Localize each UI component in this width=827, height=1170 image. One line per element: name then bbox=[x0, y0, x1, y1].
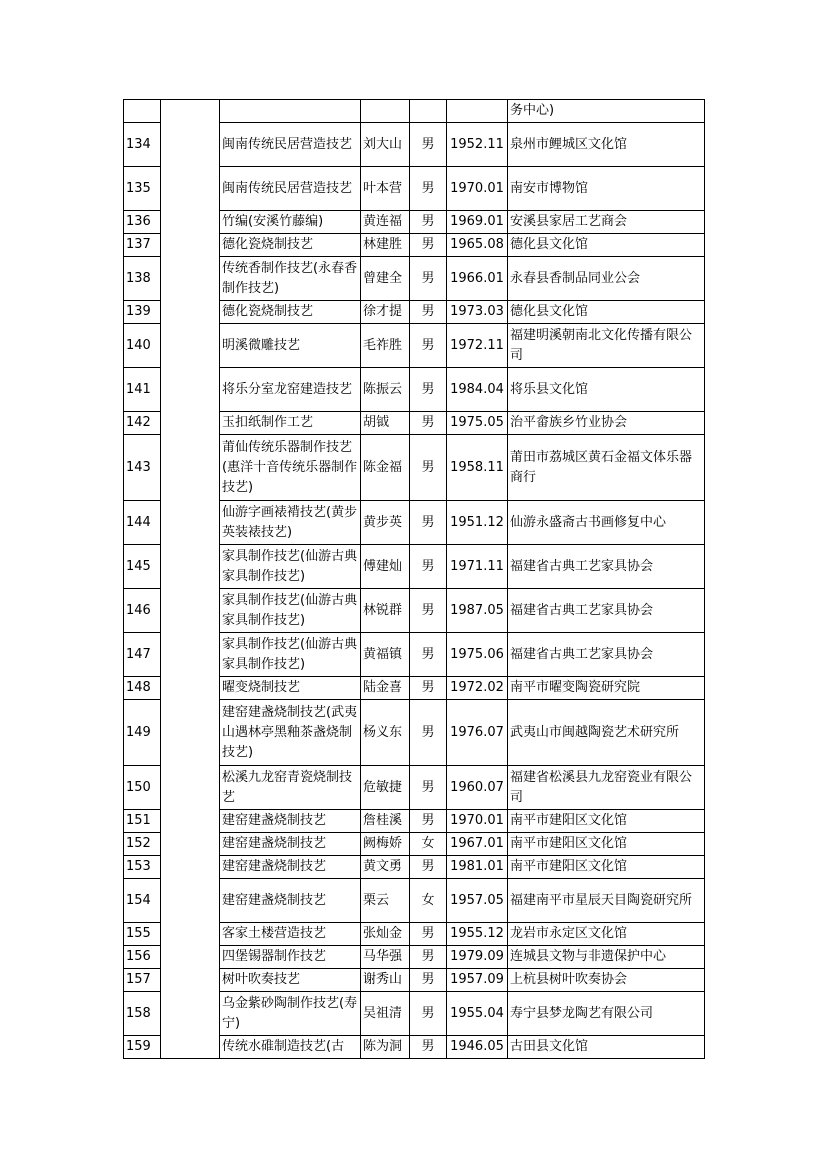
cell-unit: 将乐县文化馆 bbox=[508, 368, 705, 412]
cell-name: 杨义东 bbox=[361, 700, 410, 766]
cell-gender: 女 bbox=[410, 833, 447, 856]
cell-birth: 1984.04 bbox=[447, 368, 508, 412]
cell-project: 建窑建盏烧制技艺 bbox=[220, 810, 361, 833]
cell-name: 阙梅娇 bbox=[361, 833, 410, 856]
cell-birth: 1973.03 bbox=[447, 301, 508, 324]
cell-gender: 男 bbox=[410, 234, 447, 257]
cell-gender: 男 bbox=[410, 412, 447, 435]
cell-no: 137 bbox=[124, 234, 161, 257]
inheritor-table bbox=[123, 99, 705, 1059]
cell-gender: 男 bbox=[410, 589, 447, 633]
cell-birth: 1955.12 bbox=[447, 923, 508, 946]
cell-unit: 福建省古典工艺家具协会 bbox=[508, 589, 705, 633]
cell-unit: 南平市建阳区文化馆 bbox=[508, 810, 705, 833]
cell-no: 150 bbox=[124, 766, 161, 810]
cell-birth: 1951.12 bbox=[447, 501, 508, 545]
cell-unit: 古田县文化馆 bbox=[508, 1036, 705, 1059]
cell-unit: 务中心) bbox=[508, 100, 705, 123]
cell-unit: 南安市博物馆 bbox=[508, 167, 705, 211]
cell-name: 毛祚胜 bbox=[361, 324, 410, 368]
cell-unit: 福建明溪朝南北文化传播有限公司 bbox=[508, 324, 705, 368]
cell-no: 139 bbox=[124, 301, 161, 324]
cell-birth: 1957.05 bbox=[447, 879, 508, 923]
cell-gender: 男 bbox=[410, 1036, 447, 1059]
cell-no: 146 bbox=[124, 589, 161, 633]
cell-unit: 福建省松溪县九龙窑瓷业有限公司 bbox=[508, 766, 705, 810]
cell-no: 156 bbox=[124, 946, 161, 969]
cell-name: 谢秀山 bbox=[361, 969, 410, 992]
cell-project: 客家土楼营造技艺 bbox=[220, 923, 361, 946]
cell-gender: 男 bbox=[410, 766, 447, 810]
cell-project: 建窑建盏烧制技艺 bbox=[220, 833, 361, 856]
cell-name: 危敏捷 bbox=[361, 766, 410, 810]
cell-project: 玉扣纸制作工艺 bbox=[220, 412, 361, 435]
cell-project: 建窑建盏烧制技艺(武夷山遇林亭黑釉茶盏烧制技艺) bbox=[220, 700, 361, 766]
cell-gender: 男 bbox=[410, 545, 447, 589]
cell-project: 传统香制作技艺(永春香制作技艺) bbox=[220, 257, 361, 301]
cell-unit: 莆田市荔城区黄石金福文体乐器商行 bbox=[508, 435, 705, 501]
cell-gender: 男 bbox=[410, 700, 447, 766]
cell-gender: 男 bbox=[410, 923, 447, 946]
cell-project bbox=[220, 100, 361, 123]
cell-birth: 1975.05 bbox=[447, 412, 508, 435]
cell-unit: 福建省古典工艺家具协会 bbox=[508, 633, 705, 677]
cell-unit: 安溪县家居工艺商会 bbox=[508, 211, 705, 234]
cell-gender: 男 bbox=[410, 633, 447, 677]
cell-no: 153 bbox=[124, 856, 161, 879]
cell-project: 曜变烧制技艺 bbox=[220, 677, 361, 700]
cell-project: 家具制作技艺(仙游古典家具制作技艺) bbox=[220, 633, 361, 677]
cell-project: 松溪九龙窑青瓷烧制技艺 bbox=[220, 766, 361, 810]
cell-birth: 1955.04 bbox=[447, 992, 508, 1036]
cell-gender: 男 bbox=[410, 501, 447, 545]
cell-name: 陆金喜 bbox=[361, 677, 410, 700]
cell-project: 闽南传统民居营造技艺 bbox=[220, 123, 361, 167]
cell-project: 四堡锡器制作技艺 bbox=[220, 946, 361, 969]
cell-gender: 男 bbox=[410, 257, 447, 301]
cell-project: 建窑建盏烧制技艺 bbox=[220, 879, 361, 923]
cell-no: 144 bbox=[124, 501, 161, 545]
cell-gender: 男 bbox=[410, 324, 447, 368]
cell-unit: 龙岩市永定区文化馆 bbox=[508, 923, 705, 946]
cell-project: 家具制作技艺(仙游古典家具制作技艺) bbox=[220, 589, 361, 633]
cell-birth: 1952.11 bbox=[447, 123, 508, 167]
cell-gender: 男 bbox=[410, 969, 447, 992]
cell-no: 149 bbox=[124, 700, 161, 766]
cell-name: 张灿金 bbox=[361, 923, 410, 946]
cell-name: 林锐群 bbox=[361, 589, 410, 633]
cell-unit: 武夷山市闽越陶瓷艺术研究所 bbox=[508, 700, 705, 766]
cell-unit: 福建南平市星辰天目陶瓷研究所 bbox=[508, 879, 705, 923]
cell-project: 莆仙传统乐器制作技艺(惠洋十音传统乐器制作技艺) bbox=[220, 435, 361, 501]
cell-project: 仙游字画裱褙技艺(黄步英装裱技艺) bbox=[220, 501, 361, 545]
cell-no: 141 bbox=[124, 368, 161, 412]
cell-unit: 仙游永盛斋古书画修复中心 bbox=[508, 501, 705, 545]
cell-gender: 男 bbox=[410, 368, 447, 412]
cell-no: 134 bbox=[124, 123, 161, 167]
cell-no: 157 bbox=[124, 969, 161, 992]
cell-name: 傅建灿 bbox=[361, 545, 410, 589]
cell-project: 闽南传统民居营造技艺 bbox=[220, 167, 361, 211]
cell-category bbox=[161, 100, 220, 1059]
cell-project: 将乐分室龙窑建造技艺 bbox=[220, 368, 361, 412]
cell-birth: 1946.05 bbox=[447, 1036, 508, 1059]
cell-no: 159 bbox=[124, 1036, 161, 1059]
cell-name: 黄连福 bbox=[361, 211, 410, 234]
cell-project: 建窑建盏烧制技艺 bbox=[220, 856, 361, 879]
cell-name: 黄福镇 bbox=[361, 633, 410, 677]
cell-birth: 1987.05 bbox=[447, 589, 508, 633]
cell-unit: 寿宁县梦龙陶艺有限公司 bbox=[508, 992, 705, 1036]
cell-name: 胡钺 bbox=[361, 412, 410, 435]
cell-project: 竹编(安溪竹藤编) bbox=[220, 211, 361, 234]
cell-no: 138 bbox=[124, 257, 161, 301]
cell-birth: 1971.11 bbox=[447, 545, 508, 589]
cell-project: 树叶吹奏技艺 bbox=[220, 969, 361, 992]
cell-name: 詹桂溪 bbox=[361, 810, 410, 833]
cell-gender: 男 bbox=[410, 211, 447, 234]
cell-no: 143 bbox=[124, 435, 161, 501]
cell-birth: 1967.01 bbox=[447, 833, 508, 856]
cell-gender: 男 bbox=[410, 123, 447, 167]
cell-birth: 1957.09 bbox=[447, 969, 508, 992]
cell-no: 140 bbox=[124, 324, 161, 368]
cell-unit: 福建省古典工艺家具协会 bbox=[508, 545, 705, 589]
cell-no: 142 bbox=[124, 412, 161, 435]
cell-birth: 1965.08 bbox=[447, 234, 508, 257]
cell-no: 154 bbox=[124, 879, 161, 923]
cell-name: 陈振云 bbox=[361, 368, 410, 412]
cell-gender: 女 bbox=[410, 879, 447, 923]
cell-no: 145 bbox=[124, 545, 161, 589]
cell-birth: 1972.02 bbox=[447, 677, 508, 700]
cell-name: 曾建全 bbox=[361, 257, 410, 301]
cell-gender: 男 bbox=[410, 301, 447, 324]
table-body bbox=[124, 100, 705, 1059]
cell-name: 栗云 bbox=[361, 879, 410, 923]
cell-name: 叶本营 bbox=[361, 167, 410, 211]
cell-project: 乌金紫砂陶制作技艺(寿宁) bbox=[220, 992, 361, 1036]
cell-no: 155 bbox=[124, 923, 161, 946]
cell-gender: 男 bbox=[410, 810, 447, 833]
cell-birth: 1970.01 bbox=[447, 167, 508, 211]
cell-name bbox=[361, 100, 410, 123]
cell-birth: 1976.07 bbox=[447, 700, 508, 766]
cell-unit: 南平市曜变陶瓷研究院 bbox=[508, 677, 705, 700]
cell-birth: 1979.09 bbox=[447, 946, 508, 969]
cell-name: 陈为洞 bbox=[361, 1036, 410, 1059]
cell-unit: 泉州市鲤城区文化馆 bbox=[508, 123, 705, 167]
cell-gender bbox=[410, 100, 447, 123]
cell-name: 吴祖清 bbox=[361, 992, 410, 1036]
cell-unit: 永春县香制品同业公会 bbox=[508, 257, 705, 301]
cell-gender: 男 bbox=[410, 435, 447, 501]
cell-project: 德化瓷烧制技艺 bbox=[220, 234, 361, 257]
cell-unit: 南平市建阳区文化馆 bbox=[508, 833, 705, 856]
cell-birth: 1981.01 bbox=[447, 856, 508, 879]
cell-name: 徐才提 bbox=[361, 301, 410, 324]
cell-unit: 连城县文物与非遗保护中心 bbox=[508, 946, 705, 969]
cell-project: 德化瓷烧制技艺 bbox=[220, 301, 361, 324]
cell-gender: 男 bbox=[410, 856, 447, 879]
cell-birth bbox=[447, 100, 508, 123]
cell-no: 152 bbox=[124, 833, 161, 856]
cell-project: 传统水碓制造技艺(古 bbox=[220, 1036, 361, 1059]
cell-name: 陈金福 bbox=[361, 435, 410, 501]
cell-name: 林建胜 bbox=[361, 234, 410, 257]
cell-birth: 1960.07 bbox=[447, 766, 508, 810]
cell-unit: 治平畲族乡竹业协会 bbox=[508, 412, 705, 435]
cell-birth: 1966.01 bbox=[447, 257, 508, 301]
cell-no: 147 bbox=[124, 633, 161, 677]
cell-birth: 1975.06 bbox=[447, 633, 508, 677]
cell-gender: 男 bbox=[410, 677, 447, 700]
table-row-continuation bbox=[124, 100, 705, 123]
cell-project: 家具制作技艺(仙游古典家具制作技艺) bbox=[220, 545, 361, 589]
cell-no: 135 bbox=[124, 167, 161, 211]
cell-project: 明溪微雕技艺 bbox=[220, 324, 361, 368]
cell-name: 黄步英 bbox=[361, 501, 410, 545]
cell-no: 158 bbox=[124, 992, 161, 1036]
cell-no: 151 bbox=[124, 810, 161, 833]
cell-gender: 男 bbox=[410, 946, 447, 969]
cell-name: 马华强 bbox=[361, 946, 410, 969]
cell-birth: 1972.11 bbox=[447, 324, 508, 368]
cell-unit: 德化县文化馆 bbox=[508, 234, 705, 257]
cell-name: 刘大山 bbox=[361, 123, 410, 167]
cell-birth: 1969.01 bbox=[447, 211, 508, 234]
cell-unit: 南平市建阳区文化馆 bbox=[508, 856, 705, 879]
cell-name: 黄文勇 bbox=[361, 856, 410, 879]
cell-gender: 男 bbox=[410, 992, 447, 1036]
cell-unit: 德化县文化馆 bbox=[508, 301, 705, 324]
cell-birth: 1970.01 bbox=[447, 810, 508, 833]
cell-no: 136 bbox=[124, 211, 161, 234]
cell-gender: 男 bbox=[410, 167, 447, 211]
cell-no bbox=[124, 100, 161, 123]
cell-unit: 上杭县树叶吹奏协会 bbox=[508, 969, 705, 992]
cell-no: 148 bbox=[124, 677, 161, 700]
cell-birth: 1958.11 bbox=[447, 435, 508, 501]
